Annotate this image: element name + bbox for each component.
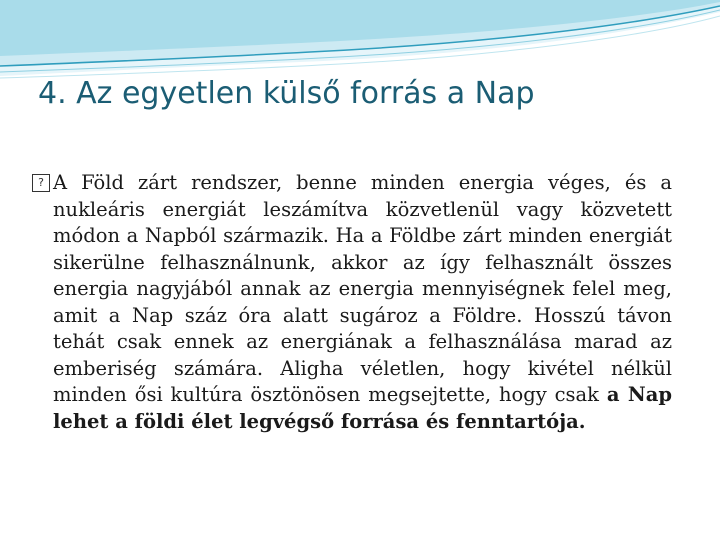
paragraph-end: . — [578, 409, 586, 433]
bullet-icon: ? — [32, 174, 50, 192]
slide-title: 4. Az egyetlen külső forrás a Nap — [38, 76, 535, 111]
bullet-paragraph — [32, 170, 672, 435]
paragraph-bold-phrase: a Nap lehet a földi élet legvégső forrása és fenntartója — [53, 383, 672, 433]
paragraph-body: A Föld zárt rendszer, benne minden energia véges, és a nukleáris energiát leszámítva közvetlenül vagy közvetett módon a Napból származik. Ha a Földbe zárt minden energiát sikerülne felhasználnunk, akkor az így felhasznált összes energia nagyjából annak az energia mennyiségnek felel meg, amit a Nap száz óra alatt sugároz a Földre. Hosszú távon tehát csak ennek az energiának a felhasználása marad az emberiség számára. Aligha véletlen, hogy kivétel nélkül minden ősi kultúra ösztönösen megsejtette, hogy csak — [53, 171, 672, 406]
paragraph-text — [53, 170, 672, 435]
